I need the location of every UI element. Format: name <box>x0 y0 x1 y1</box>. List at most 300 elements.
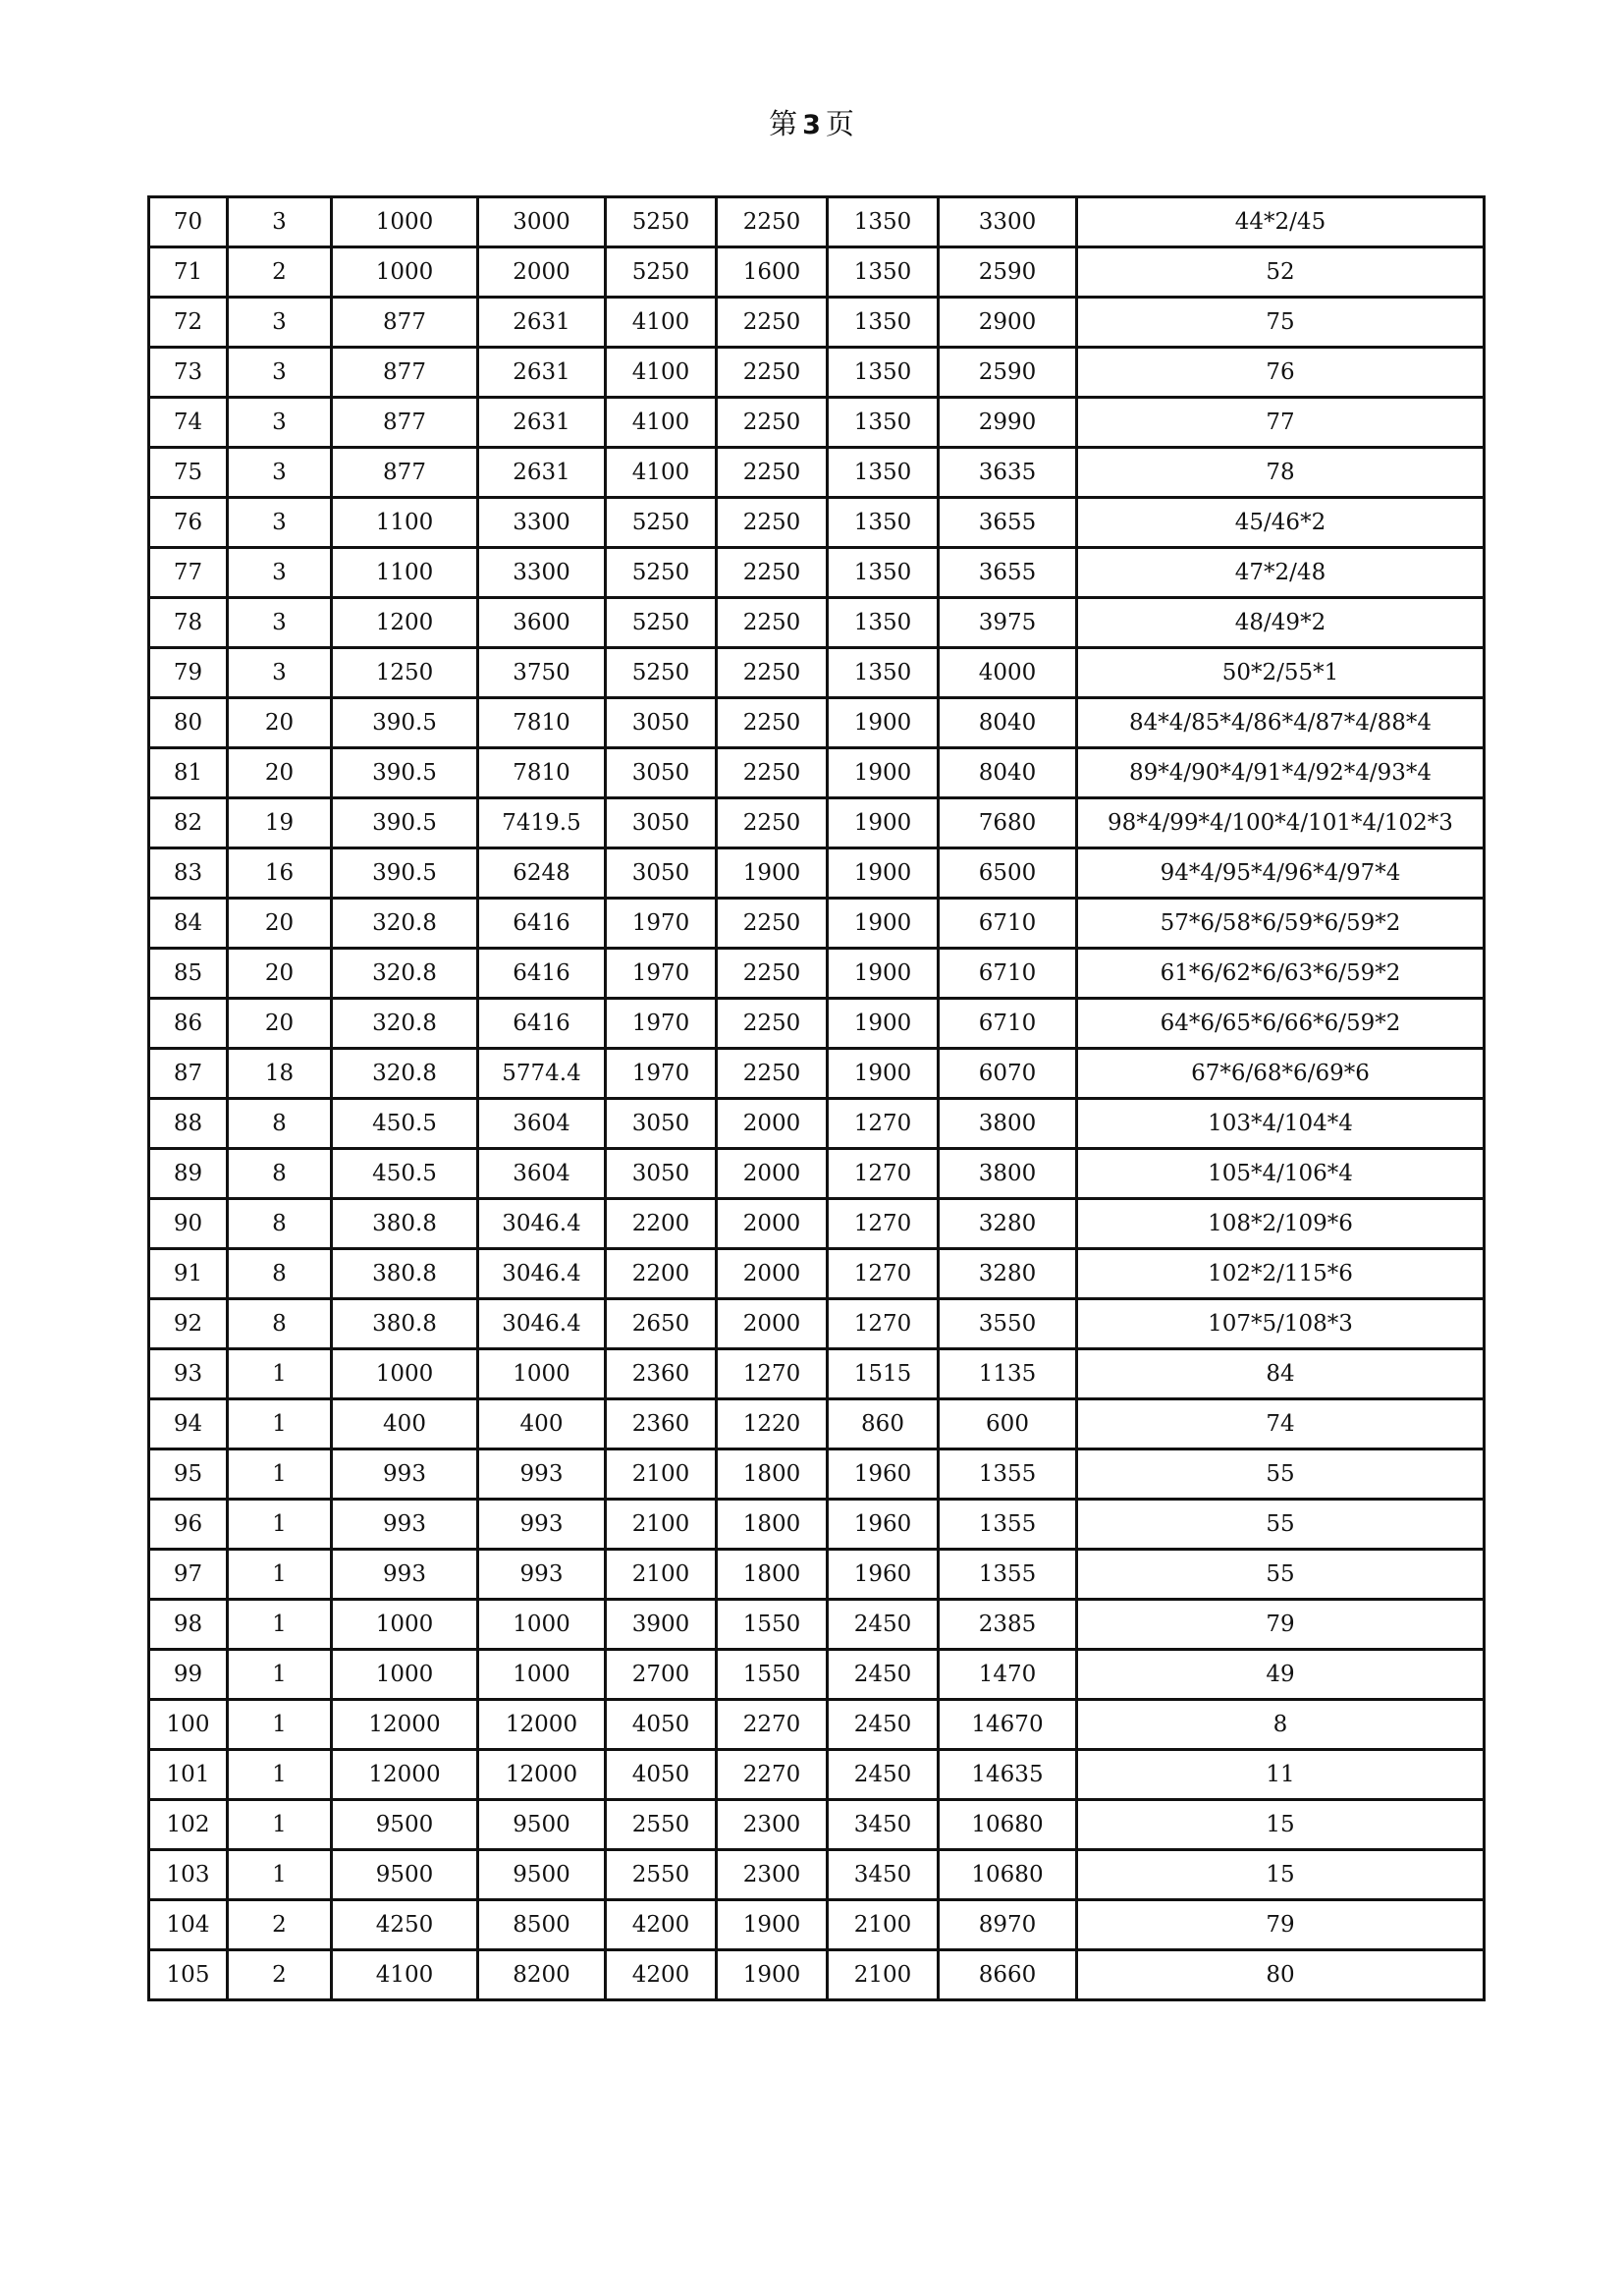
cell-composition: 89*4/90*4/91*4/92*4/93*4 <box>1077 748 1485 798</box>
cell-quantity: 8 <box>228 1099 332 1149</box>
cell-length: 5250 <box>606 648 717 698</box>
cell-width: 2250 <box>717 1049 828 1099</box>
cell-width: 2000 <box>717 1149 828 1199</box>
cell-index: 104 <box>149 1900 228 1950</box>
table-row <box>149 1049 1485 1099</box>
cell-width: 2250 <box>717 648 828 698</box>
table-row <box>149 1800 1485 1850</box>
cell-composition: 102*2/115*6 <box>1077 1249 1485 1299</box>
table-row <box>149 1299 1485 1349</box>
cell-height: 1350 <box>828 398 939 448</box>
cell-volume: 8970 <box>939 1900 1077 1950</box>
table-row <box>149 1500 1485 1550</box>
cell-volume: 2990 <box>939 398 1077 448</box>
cell-composition: 15 <box>1077 1850 1485 1900</box>
cell-length: 1970 <box>606 899 717 949</box>
cell-height: 1350 <box>828 598 939 648</box>
cell-volume: 6710 <box>939 949 1077 999</box>
table-row <box>149 999 1485 1049</box>
cell-width: 2250 <box>717 598 828 648</box>
cell-volume: 2590 <box>939 247 1077 298</box>
table-row <box>149 498 1485 548</box>
cell-unit-weight: 4250 <box>332 1900 478 1950</box>
cell-quantity: 3 <box>228 598 332 648</box>
cell-volume: 3800 <box>939 1099 1077 1149</box>
cell-index: 102 <box>149 1800 228 1850</box>
table-row <box>149 748 1485 798</box>
cell-index: 73 <box>149 348 228 398</box>
cell-volume: 1355 <box>939 1550 1077 1600</box>
cell-index: 81 <box>149 748 228 798</box>
cell-total-weight: 993 <box>478 1500 606 1550</box>
cell-volume: 3635 <box>939 448 1077 498</box>
cell-composition: 79 <box>1077 1900 1485 1950</box>
cell-length: 1970 <box>606 1049 717 1099</box>
cell-height: 1900 <box>828 848 939 899</box>
cell-composition: 52 <box>1077 247 1485 298</box>
cell-height: 2100 <box>828 1950 939 2000</box>
cell-composition: 74 <box>1077 1399 1485 1449</box>
cell-total-weight: 9500 <box>478 1800 606 1850</box>
cell-index: 72 <box>149 298 228 348</box>
cell-composition: 55 <box>1077 1500 1485 1550</box>
cell-volume: 2385 <box>939 1600 1077 1650</box>
table-row <box>149 197 1485 247</box>
cell-width: 1900 <box>717 1950 828 2000</box>
cell-total-weight: 3046.4 <box>478 1299 606 1349</box>
table-row <box>149 1349 1485 1399</box>
cell-quantity: 8 <box>228 1149 332 1199</box>
cell-total-weight: 6248 <box>478 848 606 899</box>
cell-unit-weight: 380.8 <box>332 1199 478 1249</box>
cell-total-weight: 7419.5 <box>478 798 606 848</box>
cell-unit-weight: 877 <box>332 298 478 348</box>
cell-length: 5250 <box>606 598 717 648</box>
cell-unit-weight: 1250 <box>332 648 478 698</box>
cell-height: 1960 <box>828 1449 939 1500</box>
cell-length: 3050 <box>606 848 717 899</box>
cell-composition: 55 <box>1077 1449 1485 1500</box>
cell-quantity: 8 <box>228 1249 332 1299</box>
cell-length: 3050 <box>606 798 717 848</box>
cell-height: 1350 <box>828 197 939 247</box>
cell-index: 71 <box>149 247 228 298</box>
cell-index: 75 <box>149 448 228 498</box>
cell-total-weight: 6416 <box>478 999 606 1049</box>
cell-composition: 78 <box>1077 448 1485 498</box>
cell-unit-weight: 390.5 <box>332 798 478 848</box>
page-number: 3 <box>802 110 822 140</box>
cell-composition: 105*4/106*4 <box>1077 1149 1485 1199</box>
cell-index: 103 <box>149 1850 228 1900</box>
cell-total-weight: 7810 <box>478 698 606 748</box>
cell-unit-weight: 1000 <box>332 247 478 298</box>
cell-quantity: 3 <box>228 448 332 498</box>
cell-width: 2000 <box>717 1249 828 1299</box>
cell-width: 2250 <box>717 398 828 448</box>
cell-composition: 94*4/95*4/96*4/97*4 <box>1077 848 1485 899</box>
cell-index: 99 <box>149 1650 228 1700</box>
cell-unit-weight: 450.5 <box>332 1099 478 1149</box>
cell-total-weight: 12000 <box>478 1700 606 1750</box>
cell-volume: 3300 <box>939 197 1077 247</box>
cell-total-weight: 2631 <box>478 448 606 498</box>
cell-composition: 55 <box>1077 1550 1485 1600</box>
cell-unit-weight: 390.5 <box>332 748 478 798</box>
cell-quantity: 18 <box>228 1049 332 1099</box>
cell-unit-weight: 877 <box>332 348 478 398</box>
cell-total-weight: 3600 <box>478 598 606 648</box>
cell-unit-weight: 1000 <box>332 1349 478 1399</box>
cell-quantity: 1 <box>228 1850 332 1900</box>
cell-volume: 14670 <box>939 1700 1077 1750</box>
cell-volume: 6710 <box>939 899 1077 949</box>
cell-unit-weight: 320.8 <box>332 949 478 999</box>
cell-volume: 3655 <box>939 548 1077 598</box>
cell-unit-weight: 380.8 <box>332 1299 478 1349</box>
data-table <box>147 195 1486 2001</box>
cell-width: 2270 <box>717 1750 828 1800</box>
cell-quantity: 1 <box>228 1650 332 1700</box>
cell-index: 89 <box>149 1149 228 1199</box>
cell-volume: 8660 <box>939 1950 1077 2000</box>
cell-length: 5250 <box>606 548 717 598</box>
table-row <box>149 348 1485 398</box>
cell-width: 2300 <box>717 1850 828 1900</box>
cell-composition: 67*6/68*6/69*6 <box>1077 1049 1485 1099</box>
cell-total-weight: 1000 <box>478 1600 606 1650</box>
cell-composition: 84*4/85*4/86*4/87*4/88*4 <box>1077 698 1485 748</box>
cell-height: 1270 <box>828 1199 939 1249</box>
cell-unit-weight: 1000 <box>332 1600 478 1650</box>
cell-width: 1900 <box>717 848 828 899</box>
cell-height: 1515 <box>828 1349 939 1399</box>
cell-height: 2100 <box>828 1900 939 1950</box>
table-row <box>149 1399 1485 1449</box>
cell-index: 97 <box>149 1550 228 1600</box>
cell-width: 1900 <box>717 1900 828 1950</box>
cell-quantity: 2 <box>228 1950 332 2000</box>
cell-unit-weight: 993 <box>332 1449 478 1500</box>
cell-quantity: 16 <box>228 848 332 899</box>
cell-length: 3050 <box>606 748 717 798</box>
cell-length: 4200 <box>606 1950 717 2000</box>
cell-unit-weight: 12000 <box>332 1750 478 1800</box>
table-row <box>149 247 1485 298</box>
cell-composition: 11 <box>1077 1750 1485 1800</box>
cell-quantity: 8 <box>228 1299 332 1349</box>
cell-composition: 84 <box>1077 1349 1485 1399</box>
cell-volume: 6710 <box>939 999 1077 1049</box>
table-row <box>149 1099 1485 1149</box>
cell-unit-weight: 400 <box>332 1399 478 1449</box>
cell-length: 4050 <box>606 1700 717 1750</box>
cell-composition: 48/49*2 <box>1077 598 1485 648</box>
cell-quantity: 3 <box>228 398 332 448</box>
table-row <box>149 698 1485 748</box>
cell-quantity: 1 <box>228 1800 332 1850</box>
cell-unit-weight: 1000 <box>332 197 478 247</box>
cell-composition: 47*2/48 <box>1077 548 1485 598</box>
cell-unit-weight: 1100 <box>332 498 478 548</box>
cell-total-weight: 9500 <box>478 1850 606 1900</box>
cell-unit-weight: 1000 <box>332 1650 478 1700</box>
cell-composition: 77 <box>1077 398 1485 448</box>
cell-height: 1350 <box>828 298 939 348</box>
cell-length: 4050 <box>606 1750 717 1800</box>
cell-unit-weight: 390.5 <box>332 848 478 899</box>
cell-volume: 10680 <box>939 1850 1077 1900</box>
cell-total-weight: 8500 <box>478 1900 606 1950</box>
cell-index: 101 <box>149 1750 228 1800</box>
cell-composition: 64*6/65*6/66*6/59*2 <box>1077 999 1485 1049</box>
cell-quantity: 3 <box>228 648 332 698</box>
cell-quantity: 1 <box>228 1449 332 1500</box>
cell-width: 2250 <box>717 698 828 748</box>
cell-composition: 103*4/104*4 <box>1077 1099 1485 1149</box>
cell-index: 76 <box>149 498 228 548</box>
cell-unit-weight: 9500 <box>332 1850 478 1900</box>
cell-width: 2250 <box>717 498 828 548</box>
cell-height: 1350 <box>828 247 939 298</box>
cell-length: 2650 <box>606 1299 717 1349</box>
table-row <box>149 1199 1485 1249</box>
cell-total-weight: 3000 <box>478 197 606 247</box>
cell-height: 1960 <box>828 1500 939 1550</box>
cell-length: 1970 <box>606 949 717 999</box>
cell-quantity: 3 <box>228 298 332 348</box>
cell-length: 2100 <box>606 1550 717 1600</box>
cell-length: 5250 <box>606 247 717 298</box>
cell-quantity: 1 <box>228 1500 332 1550</box>
cell-composition: 80 <box>1077 1950 1485 2000</box>
cell-height: 1350 <box>828 648 939 698</box>
table-row <box>149 1249 1485 1299</box>
cell-index: 82 <box>149 798 228 848</box>
cell-height: 1270 <box>828 1249 939 1299</box>
cell-volume: 3280 <box>939 1199 1077 1249</box>
table-row <box>149 1650 1485 1700</box>
cell-unit-weight: 877 <box>332 448 478 498</box>
cell-volume: 14635 <box>939 1750 1077 1800</box>
cell-height: 1900 <box>828 949 939 999</box>
cell-width: 2250 <box>717 999 828 1049</box>
table-row <box>149 1950 1485 2000</box>
cell-composition: 15 <box>1077 1800 1485 1850</box>
cell-composition: 45/46*2 <box>1077 498 1485 548</box>
cell-height: 1900 <box>828 999 939 1049</box>
cell-width: 1800 <box>717 1449 828 1500</box>
cell-length: 2200 <box>606 1199 717 1249</box>
table-row <box>149 398 1485 448</box>
cell-length: 4100 <box>606 398 717 448</box>
cell-total-weight: 3046.4 <box>478 1249 606 1299</box>
cell-height: 2450 <box>828 1750 939 1800</box>
cell-volume: 1355 <box>939 1500 1077 1550</box>
cell-length: 2200 <box>606 1249 717 1299</box>
cell-length: 5250 <box>606 197 717 247</box>
cell-length: 2360 <box>606 1399 717 1449</box>
table-row <box>149 448 1485 498</box>
cell-quantity: 20 <box>228 899 332 949</box>
cell-composition: 49 <box>1077 1650 1485 1700</box>
cell-length: 3050 <box>606 1149 717 1199</box>
cell-height: 3450 <box>828 1800 939 1850</box>
cell-width: 1800 <box>717 1550 828 1600</box>
cell-quantity: 20 <box>228 949 332 999</box>
table-row <box>149 1550 1485 1600</box>
cell-composition: 79 <box>1077 1600 1485 1650</box>
table-row <box>149 1850 1485 1900</box>
cell-height: 1350 <box>828 548 939 598</box>
cell-height: 2450 <box>828 1700 939 1750</box>
cell-index: 88 <box>149 1099 228 1149</box>
cell-total-weight: 2631 <box>478 398 606 448</box>
cell-index: 100 <box>149 1700 228 1750</box>
cell-index: 79 <box>149 648 228 698</box>
cell-length: 4100 <box>606 348 717 398</box>
cell-total-weight: 7810 <box>478 748 606 798</box>
cell-volume: 6500 <box>939 848 1077 899</box>
cell-volume: 10680 <box>939 1800 1077 1850</box>
table-row <box>149 949 1485 999</box>
cell-height: 1270 <box>828 1299 939 1349</box>
cell-composition: 98*4/99*4/100*4/101*4/102*3 <box>1077 798 1485 848</box>
cell-width: 2270 <box>717 1700 828 1750</box>
cell-index: 70 <box>149 197 228 247</box>
cell-volume: 4000 <box>939 648 1077 698</box>
cell-width: 2250 <box>717 348 828 398</box>
table-row <box>149 1449 1485 1500</box>
cell-width: 1270 <box>717 1349 828 1399</box>
cell-length: 2100 <box>606 1449 717 1500</box>
cell-composition: 76 <box>1077 348 1485 398</box>
cell-index: 90 <box>149 1199 228 1249</box>
cell-unit-weight: 12000 <box>332 1700 478 1750</box>
table-row <box>149 1149 1485 1199</box>
table-row <box>149 798 1485 848</box>
cell-volume: 1355 <box>939 1449 1077 1500</box>
table-body <box>149 197 1485 2000</box>
cell-length: 4100 <box>606 298 717 348</box>
table-row <box>149 298 1485 348</box>
table-row <box>149 848 1485 899</box>
cell-length: 3050 <box>606 1099 717 1149</box>
cell-total-weight: 1000 <box>478 1650 606 1700</box>
cell-index: 84 <box>149 899 228 949</box>
cell-height: 1350 <box>828 448 939 498</box>
table-row <box>149 1750 1485 1800</box>
cell-unit-weight: 1100 <box>332 548 478 598</box>
cell-quantity: 1 <box>228 1700 332 1750</box>
table-row <box>149 899 1485 949</box>
cell-height: 1900 <box>828 899 939 949</box>
cell-quantity: 20 <box>228 999 332 1049</box>
cell-index: 86 <box>149 999 228 1049</box>
cell-unit-weight: 380.8 <box>332 1249 478 1299</box>
cell-width: 2250 <box>717 748 828 798</box>
cell-volume: 1470 <box>939 1650 1077 1700</box>
cell-height: 1900 <box>828 748 939 798</box>
cell-total-weight: 12000 <box>478 1750 606 1800</box>
cell-total-weight: 8200 <box>478 1950 606 2000</box>
cell-composition: 108*2/109*6 <box>1077 1199 1485 1249</box>
cell-length: 2100 <box>606 1500 717 1550</box>
cell-width: 2250 <box>717 197 828 247</box>
cell-quantity: 1 <box>228 1349 332 1399</box>
cell-total-weight: 3604 <box>478 1149 606 1199</box>
cell-width: 2300 <box>717 1800 828 1850</box>
page-label-suffix: 页 <box>825 107 855 140</box>
table-row <box>149 598 1485 648</box>
cell-width: 2000 <box>717 1299 828 1349</box>
cell-volume: 8040 <box>939 748 1077 798</box>
cell-length: 5250 <box>606 498 717 548</box>
page-label-prefix: 第 <box>769 107 799 140</box>
cell-length: 2360 <box>606 1349 717 1399</box>
cell-width: 2250 <box>717 548 828 598</box>
cell-index: 77 <box>149 548 228 598</box>
cell-unit-weight: 993 <box>332 1550 478 1600</box>
table-row <box>149 648 1485 698</box>
cell-height: 1350 <box>828 498 939 548</box>
cell-index: 96 <box>149 1500 228 1550</box>
cell-height: 1270 <box>828 1149 939 1199</box>
cell-quantity: 20 <box>228 698 332 748</box>
table-row <box>149 548 1485 598</box>
table-row <box>149 1700 1485 1750</box>
cell-index: 93 <box>149 1349 228 1399</box>
cell-width: 2250 <box>717 899 828 949</box>
cell-width: 1550 <box>717 1650 828 1700</box>
cell-quantity: 19 <box>228 798 332 848</box>
table-row <box>149 1600 1485 1650</box>
cell-volume: 6070 <box>939 1049 1077 1099</box>
cell-unit-weight: 320.8 <box>332 999 478 1049</box>
cell-height: 1900 <box>828 1049 939 1099</box>
cell-total-weight: 2631 <box>478 298 606 348</box>
cell-index: 74 <box>149 398 228 448</box>
cell-index: 87 <box>149 1049 228 1099</box>
cell-quantity: 8 <box>228 1199 332 1249</box>
cell-index: 80 <box>149 698 228 748</box>
cell-total-weight: 3300 <box>478 498 606 548</box>
cell-quantity: 20 <box>228 748 332 798</box>
cell-volume: 3550 <box>939 1299 1077 1349</box>
cell-composition: 61*6/62*6/63*6/59*2 <box>1077 949 1485 999</box>
cell-height: 2450 <box>828 1600 939 1650</box>
cell-volume: 3800 <box>939 1149 1077 1199</box>
table-row <box>149 1900 1485 1950</box>
cell-height: 860 <box>828 1399 939 1449</box>
cell-width: 1800 <box>717 1500 828 1550</box>
cell-width: 2250 <box>717 798 828 848</box>
cell-index: 94 <box>149 1399 228 1449</box>
cell-height: 1900 <box>828 698 939 748</box>
cell-length: 2550 <box>606 1850 717 1900</box>
cell-index: 85 <box>149 949 228 999</box>
cell-index: 92 <box>149 1299 228 1349</box>
cell-width: 2000 <box>717 1199 828 1249</box>
cell-total-weight: 6416 <box>478 899 606 949</box>
cell-total-weight: 400 <box>478 1399 606 1449</box>
cell-index: 95 <box>149 1449 228 1500</box>
cell-length: 3050 <box>606 698 717 748</box>
cell-total-weight: 2631 <box>478 348 606 398</box>
cell-index: 105 <box>149 1950 228 2000</box>
cell-unit-weight: 320.8 <box>332 899 478 949</box>
cell-width: 2250 <box>717 949 828 999</box>
